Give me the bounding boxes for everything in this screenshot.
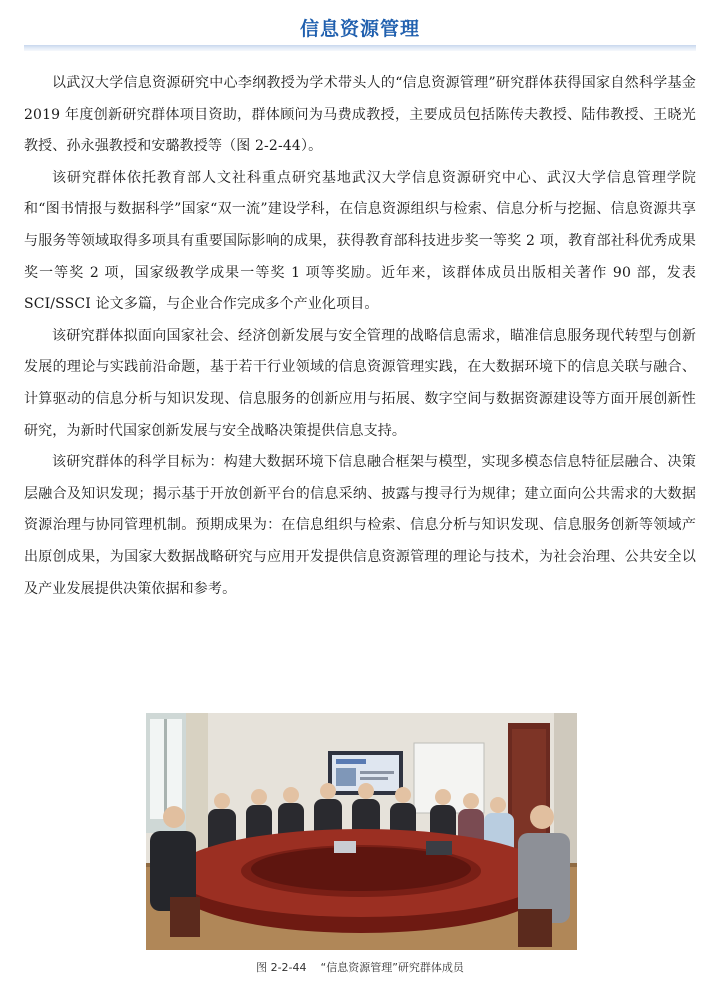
group-photo: [146, 713, 577, 950]
page-title: 信息资源管理: [299, 18, 420, 40]
title-divider: [24, 45, 696, 51]
figure-caption-text: “信息资源管理”研究群体成员: [320, 961, 464, 974]
paragraph-3: 该研究群体拟面向国家社会、经济创新发展与安全管理的战略信息需求，瞄准信息服务现代转型与创新发展的理论与实践前沿命题，基于若干行业领域的信息资源管理实践，在大数据环境下的信息关联与融合、计算驱动的信息分析与知识发现、信息服务的创新应用与拓展、数字空间与数据资源建设等方面开展创新性研究，为新时代国家创新发展与安全战略决策提供信息支持。: [24, 327, 696, 439]
paragraph-4: 该研究群体的科学目标为：构建大数据环境下信息融合框架与模型，实现多模态信息特征层融合、决策层融合及知识发现；揭示基于开放创新平台的信息采纳、披露与搜寻行为规律；建立面向公共需求的大数据资源治理与协同管理机制。预期成果为：在信息组织与检索、信息分析与知识发现、信息服务创新等领域产出原创成果，为国家大数据战略研究与应用开发提供信息资源管理的理论与技术，为社会治理、公共安全以及产业发展提供决策依据和参考。: [24, 454, 696, 597]
body-text: [24, 68, 696, 605]
paragraph-2: 该研究群体依托教育部人文社科重点研究基地武汉大学信息资源研究中心、武汉大学信息管理学院和“图书情报与数据科学”国家“双一流”建设学科，在信息资源组织与检索、信息分析与挖掘、信息资源共享与服务等领域取得多项具有重要国际影响的成果，获得教育部科技进步奖一等奖 2 项，教育部社科优秀成果奖一等奖 2 项，国家级教学成果一等奖 1 项等奖励。近年来，该群体成员出版相关著作 90 部，发表 SCI/SSCI 论文多篇，与企业合作完成多个产业化项目。: [24, 169, 696, 313]
figure-number: 图 2-2-44: [256, 961, 307, 974]
group-photo-illustration: [146, 713, 577, 950]
paragraph-1: 以武汉大学信息资源研究中心李纲教授为学术带头人的“信息资源管理”研究群体获得国家自然科学基金 2019 年度创新研究群体项目资助，群体顾问为马费成教授，主要成员包括陈传夫教授、陆伟教授、王晓光教授、孙永强教授和安璐教授等（图 2-2-44）。: [24, 75, 696, 155]
figure-caption: [0, 959, 720, 975]
